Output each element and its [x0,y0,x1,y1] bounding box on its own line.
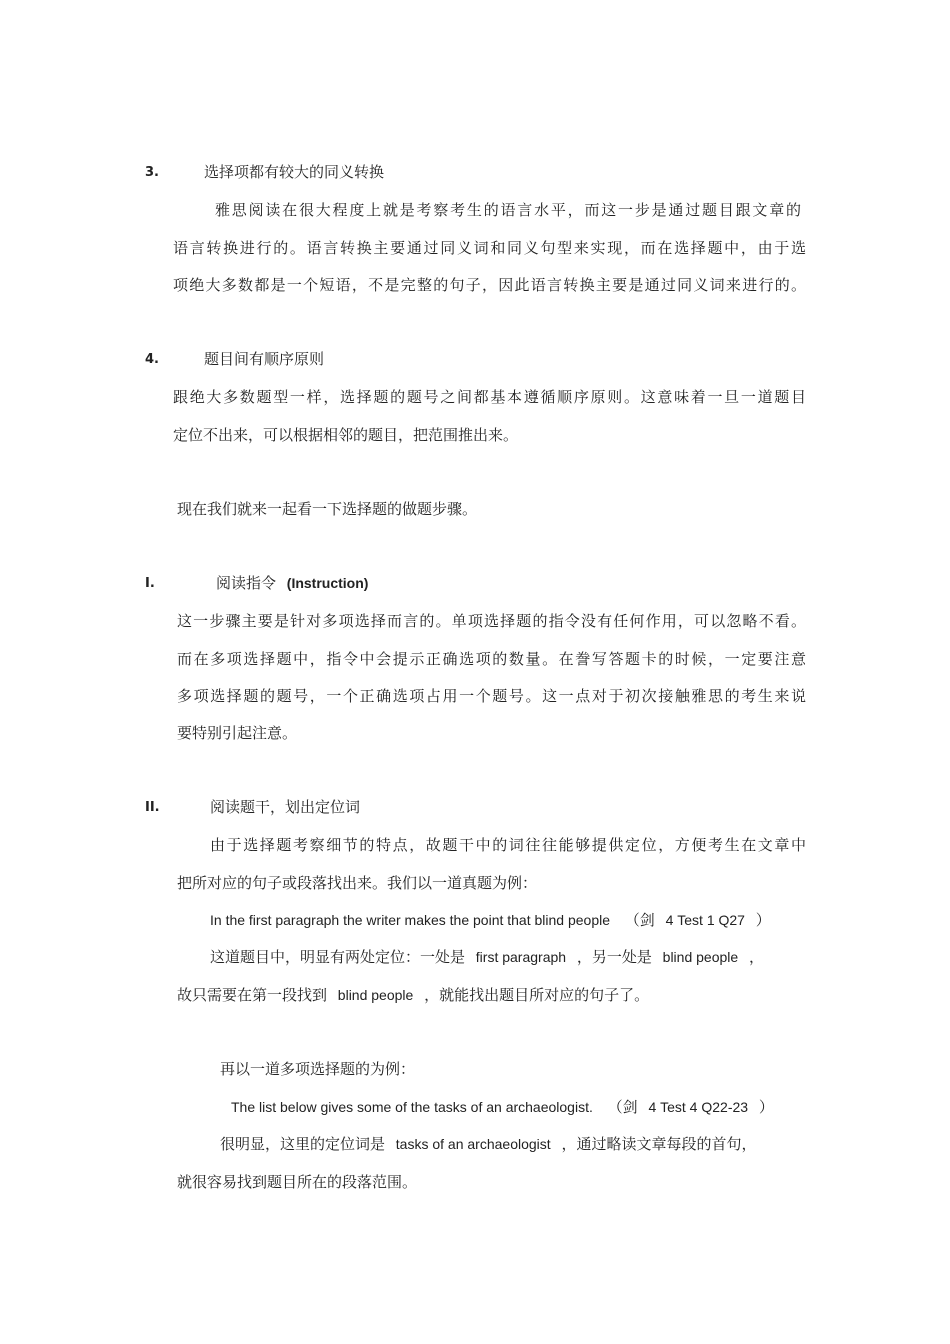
paragraph-line: 由于选择题考察细节的特点，故题干中的词往往能够提供定位，方便考生在文章中 [210,836,806,854]
paragraph-line: 跟绝大多数题型一样，选择题的题号之间都基本遵循顺序原则。这意味着一旦一道题目 [173,388,806,406]
paragraph-line: 定位不出来，可以根据相邻的题目，把范围推出来。 [173,426,519,444]
text-run: 这道题目中，明显有两处定位：一处是 [210,948,466,966]
paragraph-line [177,985,649,1005]
example-source-close: ） [755,911,771,929]
intro-text: 现在我们就来一起看一下选择题的做题步骤。 [177,500,478,518]
keyword: blind people [337,987,414,1003]
paragraph-line: 把所对应的句子或段落找出来。我们以一道真题为例： [177,874,538,892]
step-number: I. [145,576,155,591]
example-source-open: （剑 [607,1098,638,1116]
text-run: 故只需要在第一段找到 [177,986,328,1004]
paragraph-line [220,1134,756,1154]
paragraph-line [210,947,764,967]
example-source-open: （剑 [624,911,655,929]
keyword: first paragraph [475,949,567,965]
section-heading: 选择项都有较大的同义转换 [204,163,385,181]
text-run: 很明显，这里的定位词是 [220,1135,386,1153]
step-number: II. [145,800,160,815]
text-run: ，就能找出题目所对应的句子了。 [424,986,650,1004]
paragraph-line: 这一步骤主要是针对多项选择而言的。单项选择题的指令没有任何作用，可以忽略不看。 [177,612,806,630]
keyword: blind people [662,949,739,965]
step-heading: 阅读题干，划出定位词 [210,798,361,816]
step-heading-en: (Instruction) [286,575,369,591]
step-heading [216,573,368,593]
paragraph-line: 多项选择题的题号，一个正确选项占用一个题号。这一点对于初次接触雅思的考生来说 [177,687,806,705]
paragraph-line: 再以一道多项选择题的为例： [220,1060,416,1078]
section-number: 3. [145,165,159,180]
example-text: In the first paragraph the writer makes the point that blind people [210,912,611,928]
step-heading-text: 阅读指令 [216,574,277,592]
paragraph-line: 而在多项选择题中，指令中会提示正确选项的数量。在誊写答题卡的时候，一定要注意 [177,650,806,668]
paragraph-line: 雅思阅读在很大程度上就是考察考生的语言水平，而这一步是通过题目跟文章的 [215,201,801,219]
example-question [210,910,771,930]
text-run: ，另一处是 [576,948,652,966]
text-run: ，通过略读文章每段的首句， [561,1135,757,1153]
paragraph-line: 语言转换进行的。语言转换主要通过同义词和同义句型来实现，而在选择题中，由于选 [173,239,806,257]
example-question [231,1097,774,1117]
paragraph-line: 要特别引起注意。 [177,724,298,742]
section-heading: 题目间有顺序原则 [204,350,325,368]
keyword: tasks of an archaeologist [395,1136,551,1152]
example-source-close: ） [758,1098,774,1116]
example-source: 4 Test 4 Q22-23 [648,1099,749,1115]
paragraph-line: 项绝大多数都是一个短语，不是完整的句子，因此语言转换主要是通过同义词来进行的。 [173,276,806,294]
example-text: The list below gives some of the tasks of an archaeologist. [231,1099,593,1115]
paragraph-line: 就很容易找到题目所在的段落范围。 [177,1173,418,1191]
example-source: 4 Test 1 Q27 [665,912,745,928]
section-number: 4. [145,352,159,367]
text-run: ， [748,948,764,966]
